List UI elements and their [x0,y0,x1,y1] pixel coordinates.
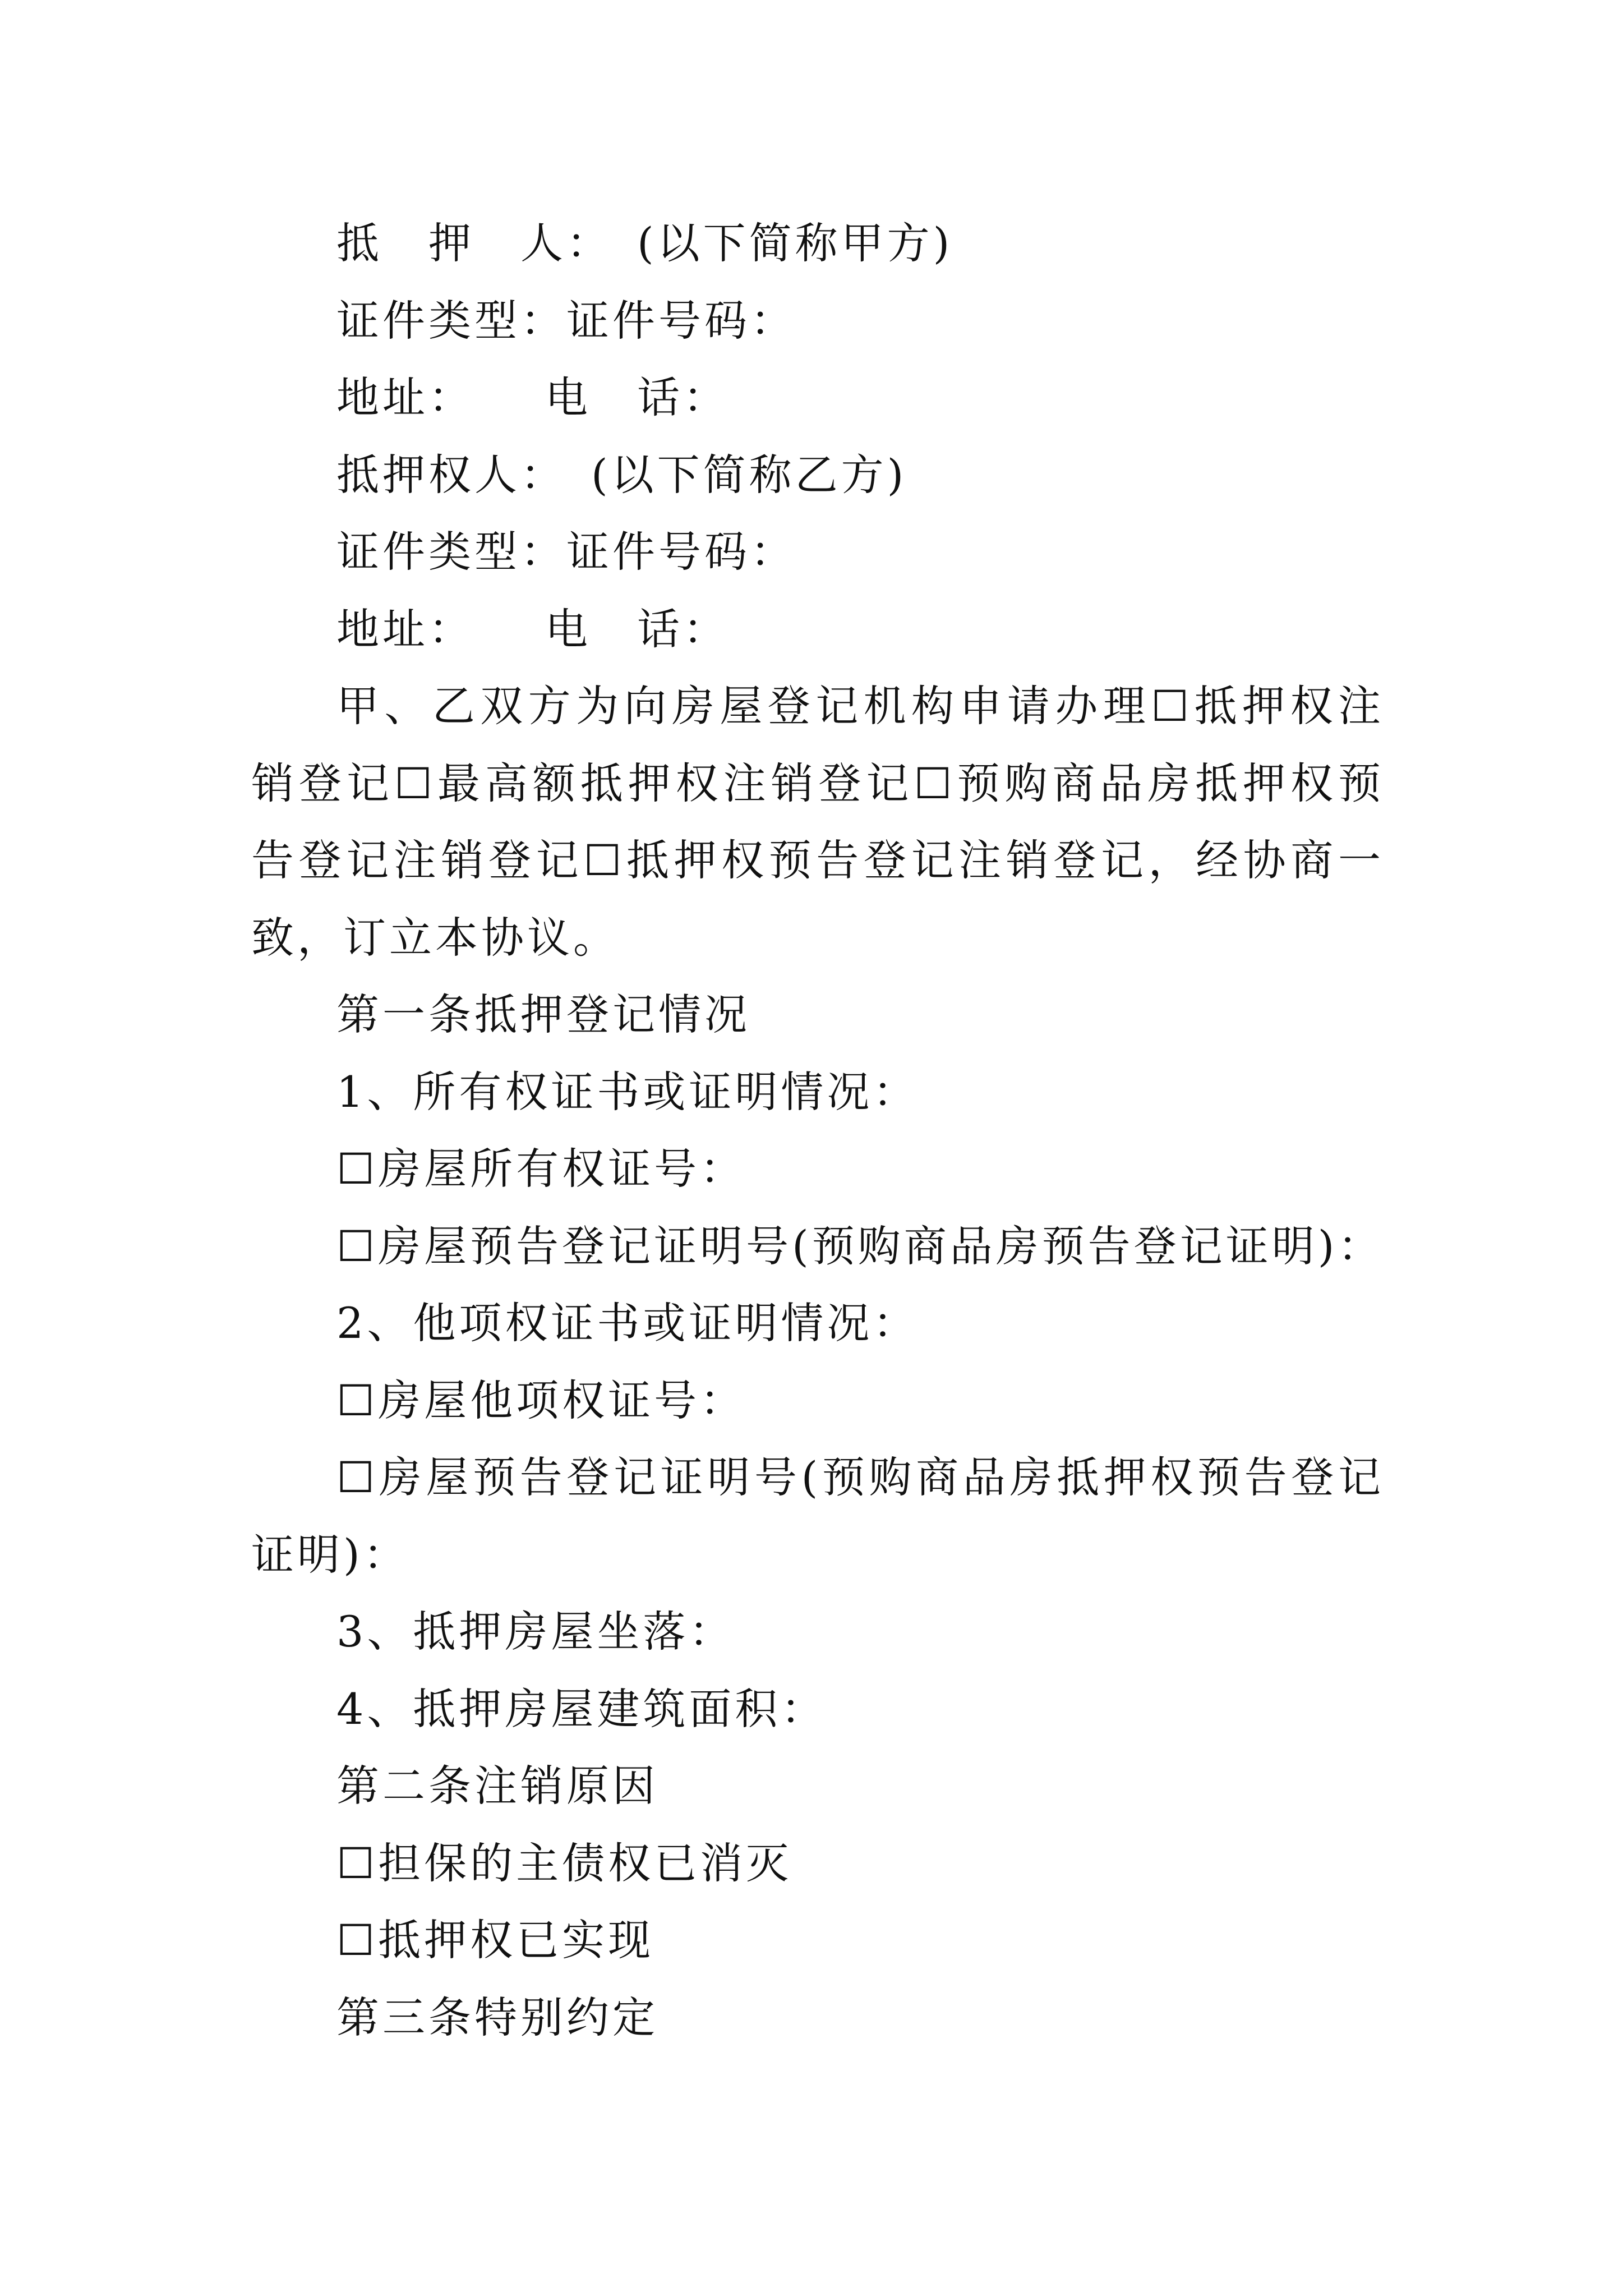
item4: 4、抵押房屋建筑面积： [336,1683,827,1734]
mortgagee-line: 抵押权人： (以下简称乙方) [336,449,907,500]
intro-paragraph: 甲、乙双方为向房屋登记机构申请办理☐抵押权注销登记☐最高额抵押权注销登记☐预购商品房抵押权预告登记注销登记☐抵押权预告登记注销登记，经协商一致，订立本协议。 [251,681,1384,963]
mortgagor-address-line: 地址： 电 话： [336,372,729,422]
mortgagor-line: 抵 押 人： (以下简称甲方) [336,218,953,268]
reason2: ☐抵押权已实现 [336,1915,654,1965]
document-body [251,205,1384,2056]
mortgagee-id-line: 证件类型：证件号码： [336,527,796,577]
item3: 3、抵押房屋坐落： [336,1607,735,1657]
item2-option1: ☐房屋他项权证号： [336,1375,746,1425]
article2-title: 第二条注销原因 [336,1761,658,1811]
item1-option2: ☐房屋预告登记证明号(预购商品房预告登记证明)： [336,1221,1384,1271]
item1-option1: ☐房屋所有权证号： [336,1144,746,1194]
mortgagee-address-line: 地址： 电 话： [336,604,729,654]
item1: 1、所有权证书或证明情况： [336,1066,919,1117]
item2-option2: ☐房屋预告登记证明号(预购商品房抵押权预告登记证明)： [251,1452,1384,1580]
reason1: ☐担保的主债权已消灭 [336,1838,792,1888]
item2: 2、他项权证书或证明情况： [336,1298,919,1348]
mortgagor-id-line: 证件类型：证件号码： [336,295,796,346]
article1-title: 第一条抵押登记情况 [336,990,750,1039]
article3-title: 第三条特别约定 [336,1992,658,2042]
